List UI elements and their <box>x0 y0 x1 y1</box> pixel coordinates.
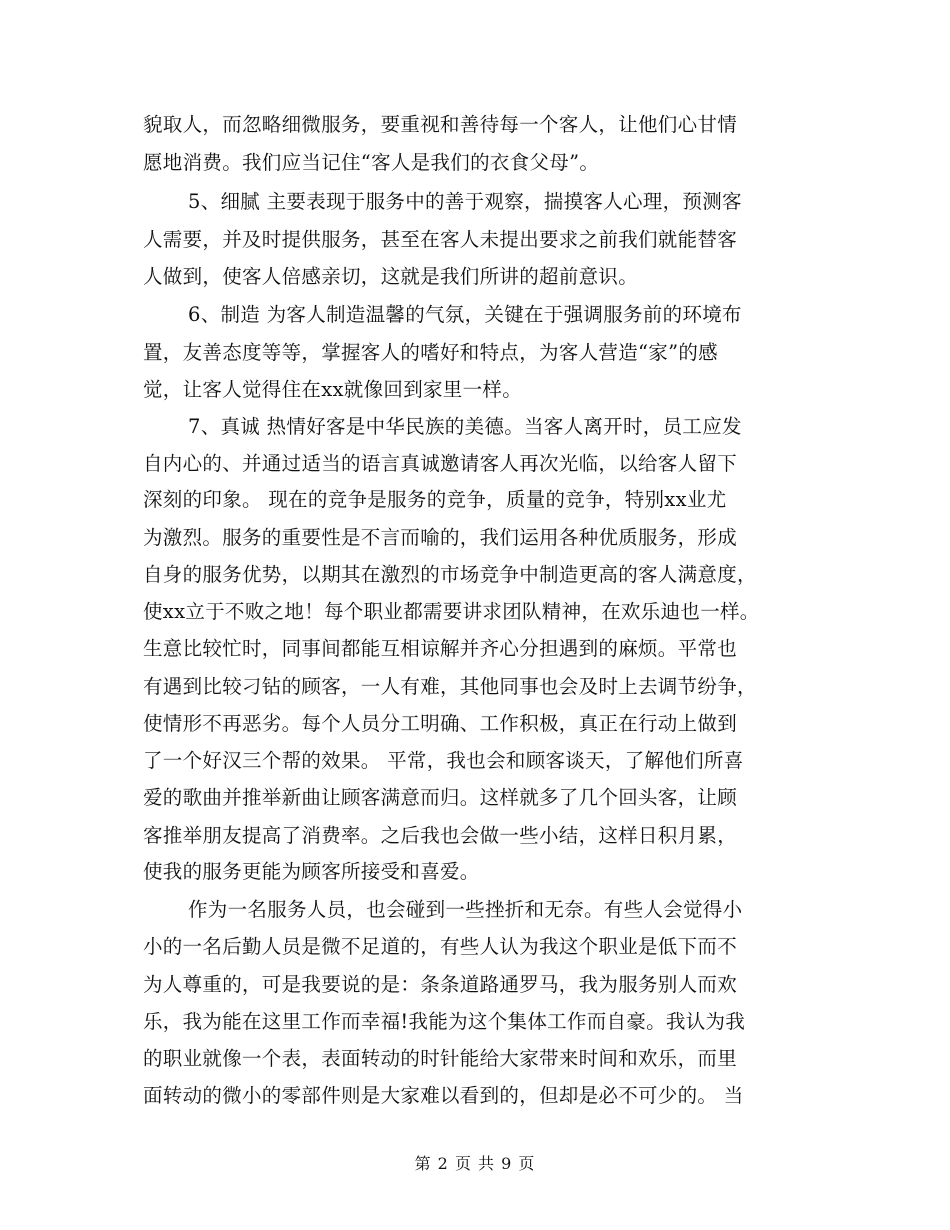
text-line: 为激烈。服务的重要性是不言而喻的，我们运用各种优质服务，形成 <box>143 526 738 549</box>
text-line: 貌取人，而忽略细微服务，要重视和善待每一个客人，让他们心甘情 <box>143 113 738 136</box>
text-line: 的职业就像一个表，表面转动的时针能给大家带来时间和欢乐，而里 <box>143 1047 738 1070</box>
text-line: 爱的歌曲并推举新曲让顾客满意而归。这样就多了几个回头客，让顾 <box>143 786 738 809</box>
text-line: 使情形不再恶劣。每个人员分工明确、工作积极，真正在行动上做到 <box>143 712 738 735</box>
text-line: 深刻的印象。 现在的竞争是服务的竞争，质量的竞争，特别xx业尤 <box>143 488 727 511</box>
page-number-footer: 第 2 页 共 9 页 <box>414 1154 536 1173</box>
text-line: 觉，让客人觉得住在xx就像回到家里一样。 <box>143 378 522 401</box>
text-line: 面转动的微小的零部件则是大家难以看到的，但却是必不可少的。 当 <box>143 1084 744 1107</box>
text-line: 自内心的、并通过适当的语言真诚邀请客人再次光临，以给客人留下 <box>143 452 738 475</box>
text-line: 人需要，并及时提供服务，甚至在客人未提出要求之前我们就能替客 <box>143 228 738 251</box>
text-line: 使xx立于不败之地！每个职业都需要讲求团队精神，在欢乐迪也一样。 <box>143 600 760 623</box>
text-line: 小的一名后勤人员是微不足道的，有些人认为我这个职业是低下而不 <box>143 935 738 958</box>
text-line: 了一个好汉三个帮的效果。 平常，我也会和顾客谈天，了解他们所喜 <box>143 749 744 772</box>
text-line: 作为一名服务人员，也会碰到一些挫折和无奈。有些人会觉得小 <box>188 898 743 921</box>
text-line: 客推举朋友提高了消费率。之后我也会做一些小结，这样日积月累， <box>143 824 738 847</box>
text-line: 置，友善态度等等，掌握客人的嗜好和特点，为客人营造“家”的感 <box>143 341 718 364</box>
text-line: 7、真诚 热情好客是中华民族的美德。当客人离开时，员工应发 <box>188 415 742 438</box>
text-line: 愿地消费。我们应当记住“客人是我们的衣食父母”。 <box>143 151 600 174</box>
text-line: 自身的服务优势，以期其在激烈的市场竞争中制造更高的客人满意度， <box>143 563 757 586</box>
text-line: 5、细腻 主要表现于服务中的善于观察，揣摸客人心理，预测客 <box>188 190 742 213</box>
text-line: 乐，我为能在这里工作而幸福!我能为这个集体工作而自豪。我认为我 <box>143 1010 746 1033</box>
text-line: 人做到，使客人倍感亲切，这就是我们所讲的超前意识。 <box>143 265 639 288</box>
text-line: 为人尊重的，可是我要说的是：条条道路通罗马，我为服务别人而欢 <box>143 973 738 996</box>
text-line: 生意比较忙时，同事间都能互相谅解并齐心分担遇到的麻烦。平常也 <box>143 637 738 660</box>
text-line: 6、制造 为客人制造温馨的气氛，关键在于强调服务前的环境布 <box>188 303 742 326</box>
text-line: 有遇到比较刁钻的顾客，一人有难，其他同事也会及时上去调节纷争， <box>143 675 757 698</box>
text-line: 使我的服务更能为顾客所接受和喜爱。 <box>143 860 480 883</box>
